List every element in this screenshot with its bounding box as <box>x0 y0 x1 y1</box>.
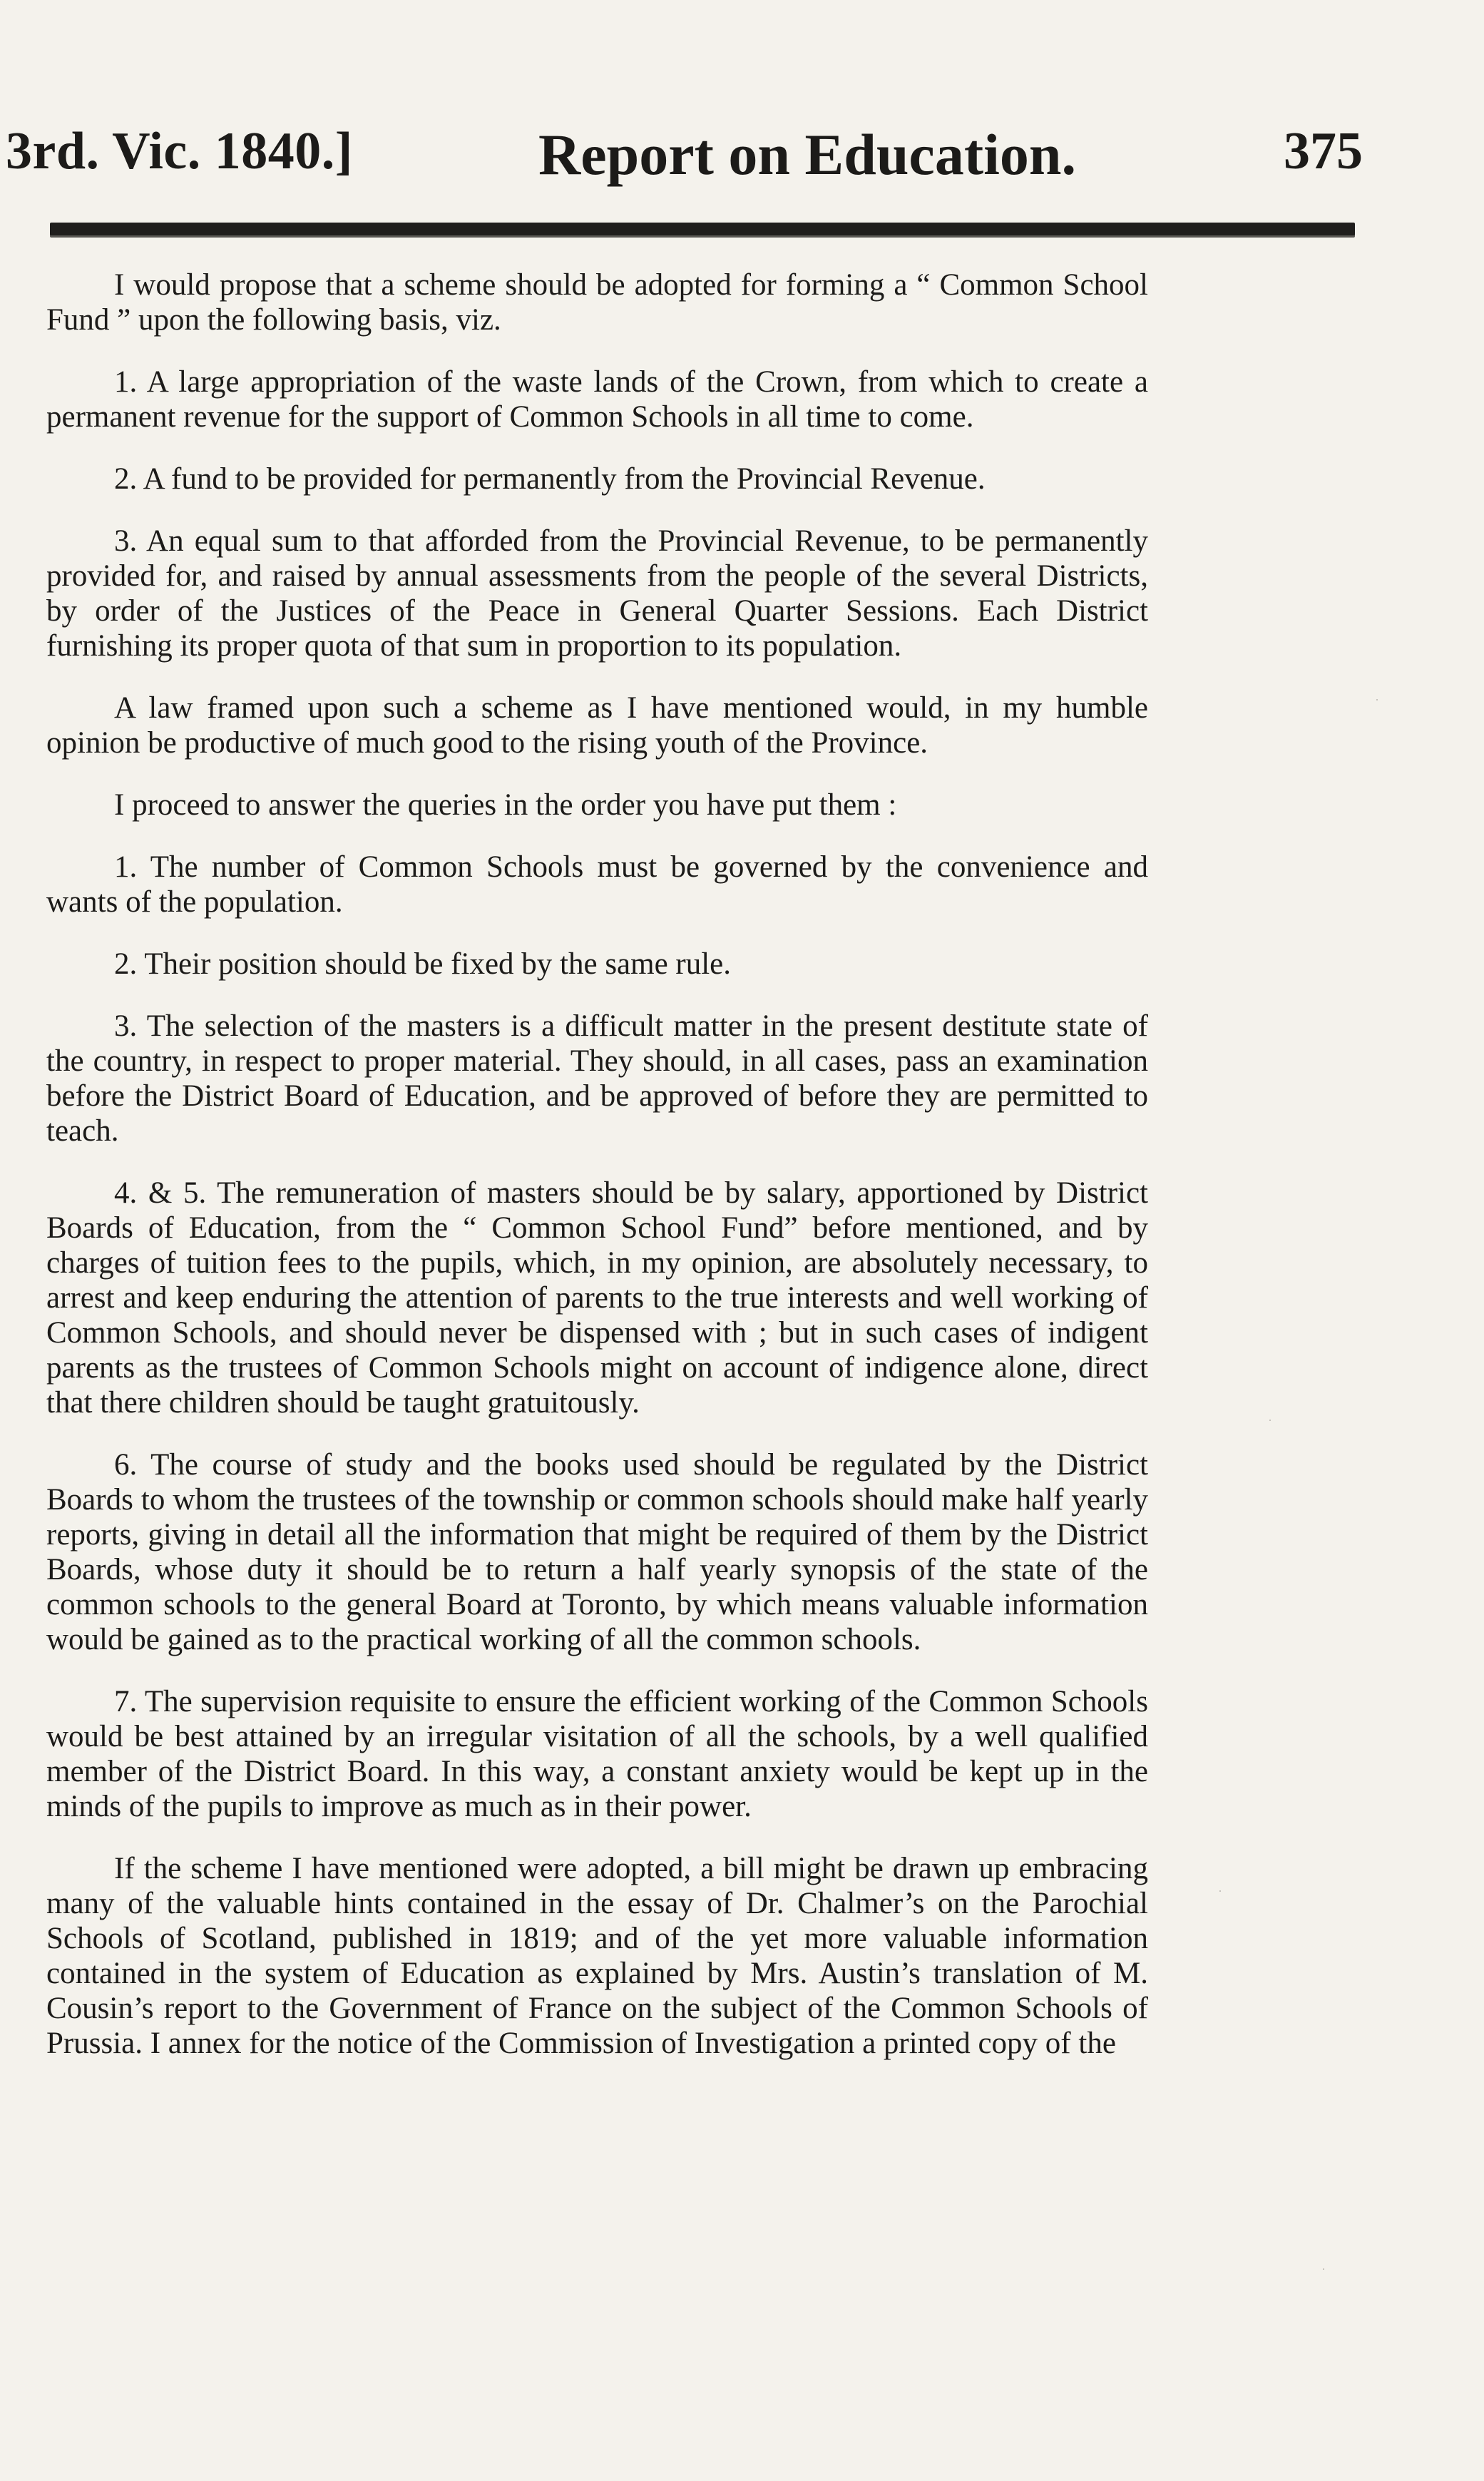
paragraph: 3. An equal sum to that afforded from the Provincial Revenue, to be permanently provided for, and raised by annual assessments from the people of the several Districts, by order of the Justices of the Peace in General Quarter Sessions. Each District furnishing its proper quota of that sum in proportion to its population. <box>46 524 1148 663</box>
paragraph: 4. & 5. The remuneration of masters should be by salary, apportioned by District Boards of Education, from the “ Common School Fund” before mentioned, and by charges of tuition fees to the pupils, which, in my opinion, are absolutely necessary, to arrest and keep enduring the attention of parents to the true interests and well working of Common Schools, and should never be dispensed with ; but in such cases of indigent parents as the trustees of Common Schools might on account of indigence alone, direct that there children should be taught gratuitously. <box>46 1176 1148 1420</box>
page-number: 375 <box>1284 122 1363 180</box>
paper-speck <box>1219 1890 1221 1892</box>
paragraph: 2. Their position should be fixed by the same rule. <box>114 947 732 981</box>
page-header <box>0 121 1484 200</box>
running-head-left: 3rd. Vic. 1840.] <box>6 122 353 180</box>
body-text <box>46 268 1148 2088</box>
paragraph: 2. A fund to be provided for permanently from the Provincial Revenue. <box>114 462 986 496</box>
paragraph: 1. A large appropriation of the waste lands of the Crown, from which to create a permanent revenue for the support of Common Schools in all time to come. <box>46 365 1148 434</box>
paragraph: 6. The course of study and the books used should be regulated by the District Boards to whom the trustees of the township or common schools should make half yearly reports, giving in detail all the information that might be required of them by the District Boards, whose duty it should be to return a half yearly synopsis of the state of the common schools to the general Board at Toronto, by which means valuable information would be gained as to the practical working of all the common schools. <box>46 1448 1148 1656</box>
running-head-title: Report on Education. <box>538 122 1077 187</box>
paper-speck <box>1376 699 1378 701</box>
paragraph: 3. The selection of the masters is a difficult matter in the present destitute state of the country, in respect to proper material. They should, in all cases, pass an examination before the District Board of Education, and be approved of before they are permitted to teach. <box>46 1009 1148 1148</box>
paragraph: A law framed upon such a scheme as I have mentioned would, in my humble opinion be productive of much good to the rising youth of the Province. <box>46 691 1148 760</box>
paragraph: I would propose that a scheme should be adopted for forming a “ Common School Fund ” upon the following basis, viz. <box>46 268 1148 337</box>
paragraph: I proceed to answer the queries in the order you have put them : <box>114 788 897 822</box>
paragraph: 7. The supervision requisite to ensure the efficient working of the Common Schools would be best attained by an irregular visitation of all the schools, by a well qualified member of the District Board. In this way, a constant anxiety would be kept up in the minds of the pupils to improve as much as in their power. <box>46 1685 1148 1823</box>
header-rule <box>50 223 1355 235</box>
paragraph: If the scheme I have mentioned were adopted, a bill might be drawn up embracing many of the valuable hints contained in the essay of Dr. Chalmer’s on the Parochial Schools of Scotland, published in 1819; and of the yet more valuable information contained in the system of Education as explained by Mrs. Austin’s translation of M. Cousin’s report to the Government of France on the subject of the Common Schools of Prussia. I annex for the notice of the Commission of Investigation a printed copy of the <box>46 1852 1148 2060</box>
paper-speck <box>1323 2268 1324 2270</box>
paragraph: 1. The number of Common Schools must be governed by the convenience and wants of the population. <box>46 850 1148 919</box>
paper-speck <box>1269 1420 1271 1421</box>
